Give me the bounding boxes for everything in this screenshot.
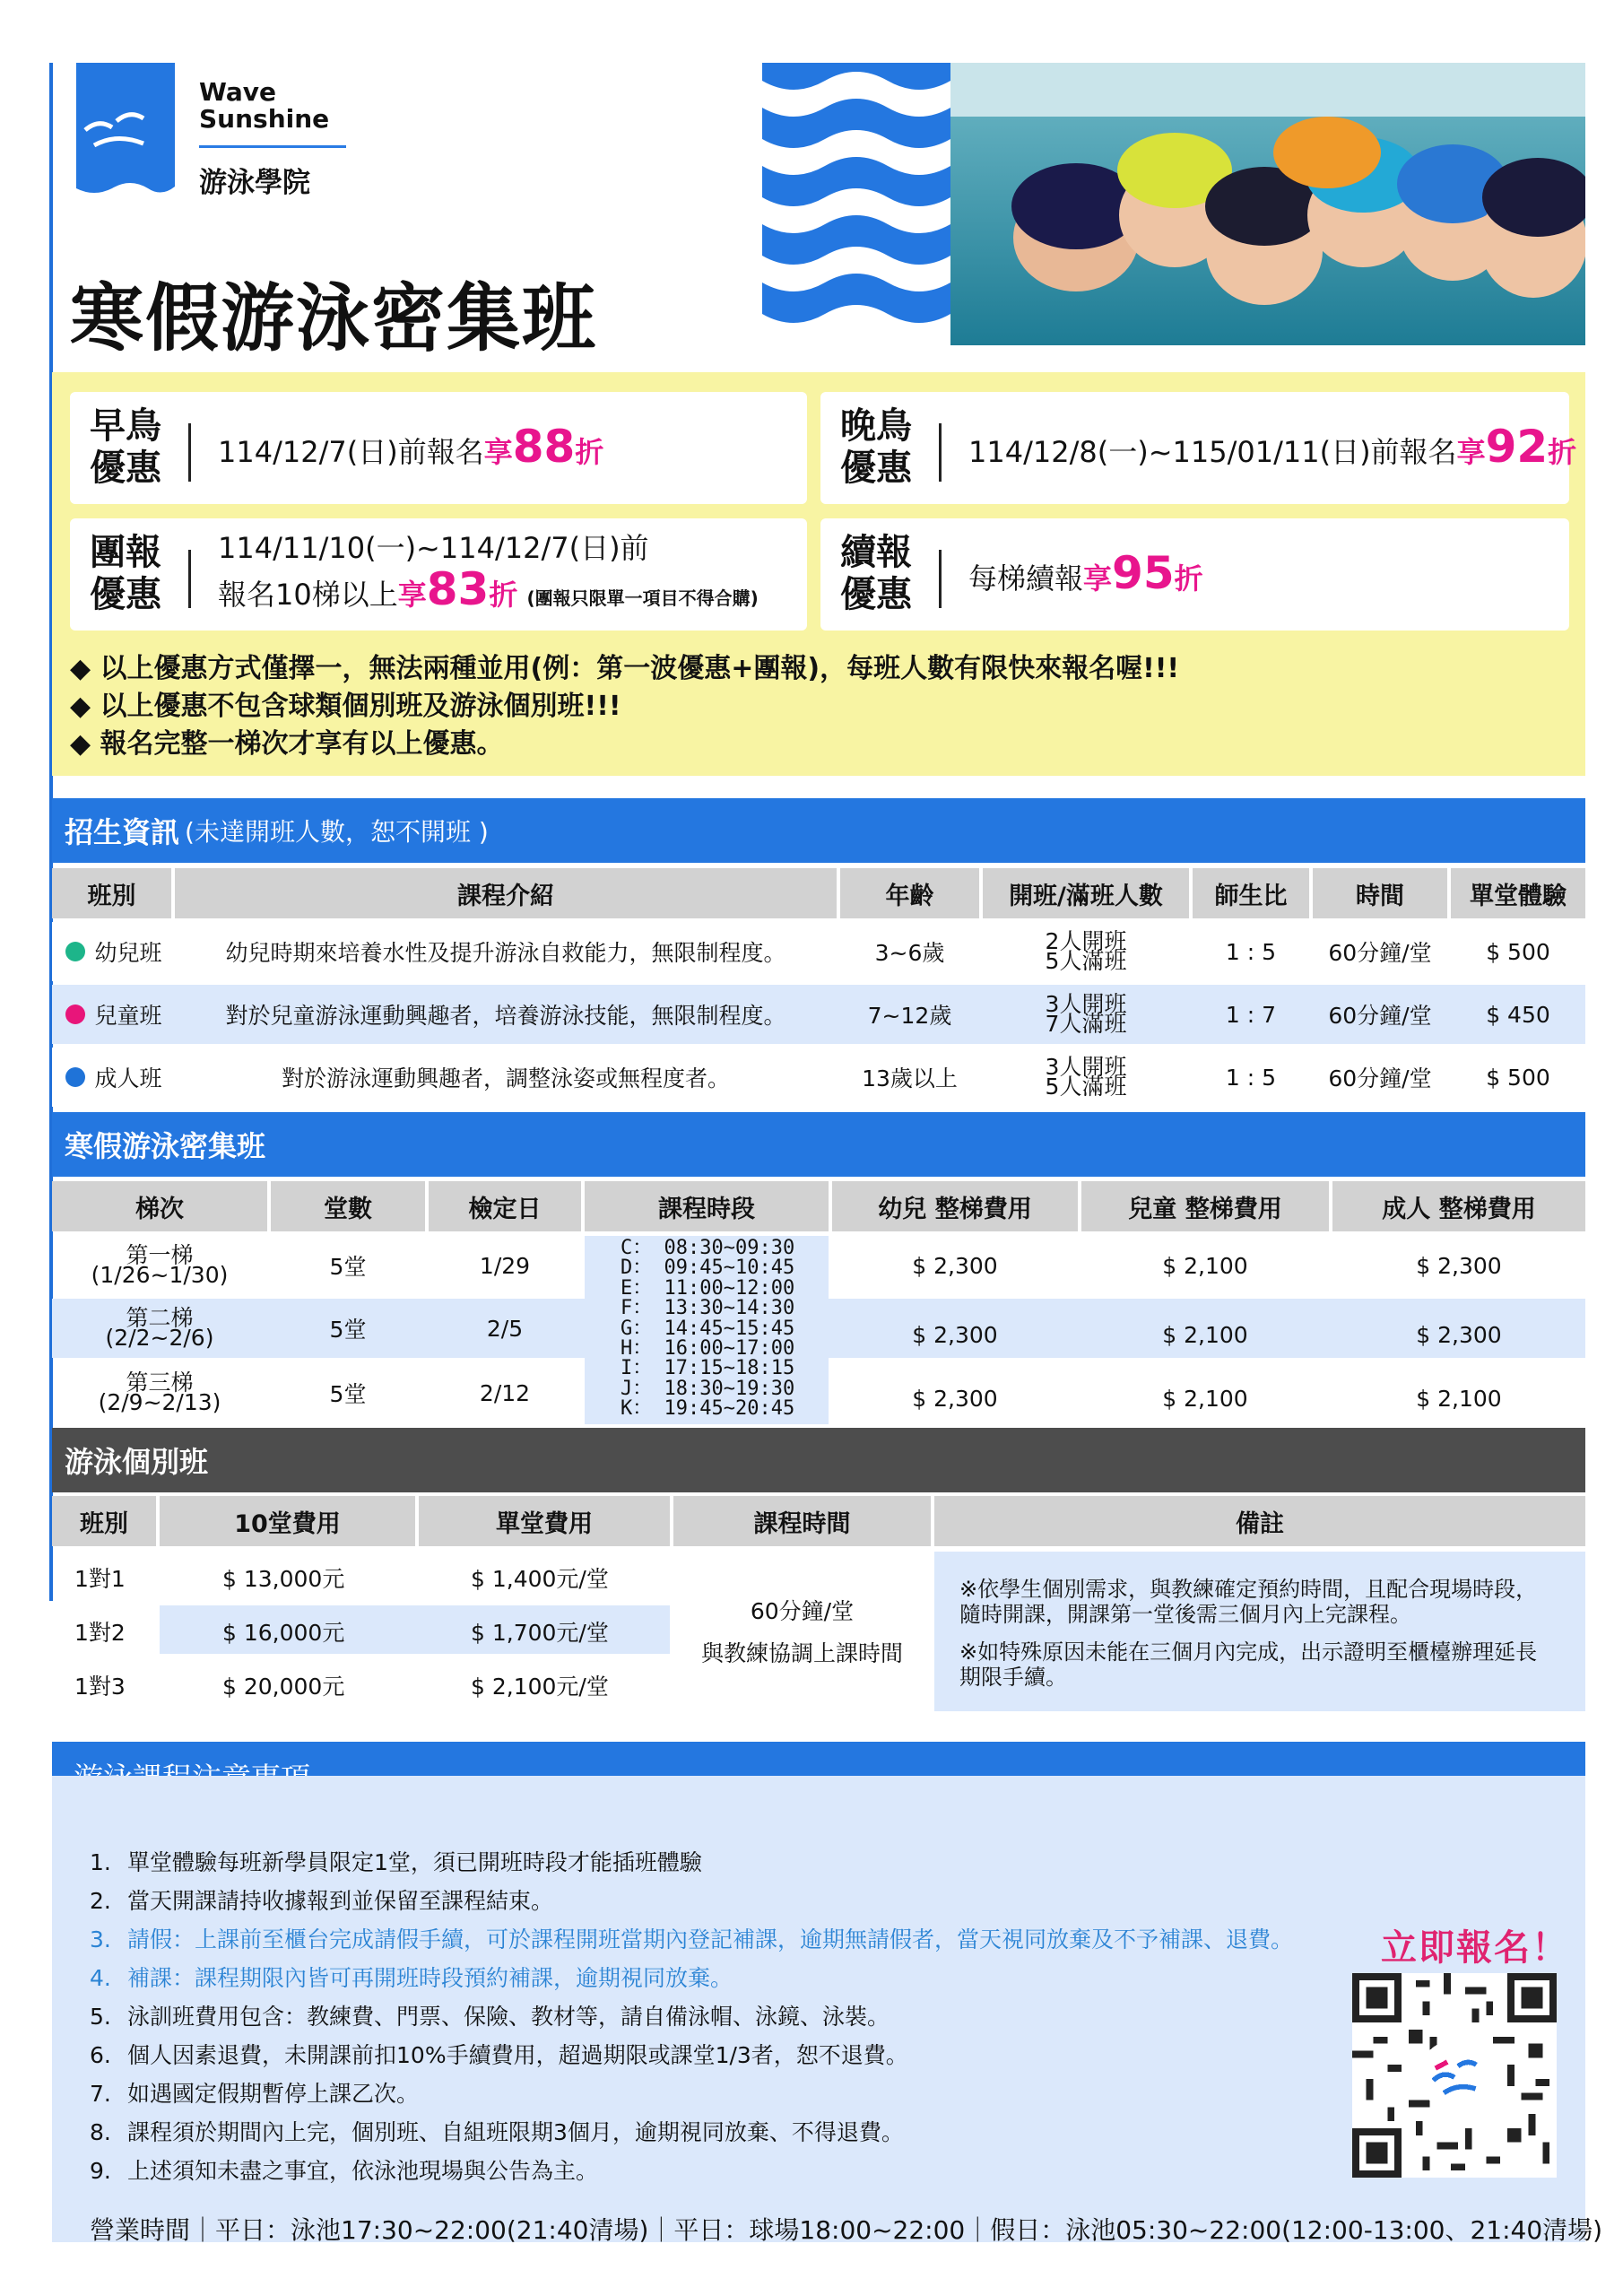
col-header: 堂數 [271, 1181, 425, 1231]
ratio-cell: 1 : 5 [1225, 938, 1277, 965]
note-item [90, 1961, 733, 1993]
promo-note-1: ◆ 以上優惠方式僅擇一，無法兩種並用(例：第一波優惠+團報)，每班人數有限快來報名喔!!! [70, 653, 1180, 684]
renew-label: 續報 優惠 [840, 532, 912, 615]
intensive-header [52, 1112, 1585, 1177]
adult-fee-cell: $ 2,300 [1416, 1252, 1502, 1279]
renew-condition: 每梯續報 [968, 561, 1084, 596]
open-count: 2人開班 [1045, 928, 1127, 954]
full-count: 5人滿班 [1045, 948, 1127, 974]
divider [188, 423, 191, 482]
term-cell [52, 1236, 267, 1295]
col-header: 10堂費用 [160, 1496, 415, 1546]
capacity-cell [983, 985, 1189, 1044]
note-item [90, 2153, 598, 2186]
sessions-cell: 5堂 [329, 1381, 367, 1407]
capacity-cell [983, 1048, 1189, 1107]
note-text: 當天開課請持收據報到並保留至課程結束。 [127, 1888, 554, 1914]
col-header: 班別 [52, 1496, 156, 1546]
kids-swimming-photo [950, 63, 1585, 345]
duration-cell: 60分鐘/堂 [750, 1598, 855, 1624]
col-header: 課程時間 [673, 1496, 931, 1546]
col-header: 年齡 [840, 868, 979, 918]
promo-note-2: ◆ 以上優惠不包含球類個別班及游泳個別班!!! [70, 691, 621, 722]
time-slot: H： 16:00~17:00 [621, 1337, 795, 1361]
toddler-fee-cell: $ 2,300 [912, 1252, 998, 1279]
page-title: 寒假游泳密集班 [70, 276, 598, 361]
brand-name-en: Wave Sunshine [199, 77, 330, 134]
time-slot: E： 11:00~12:00 [621, 1276, 795, 1300]
sessions-cell: 5堂 [329, 1317, 367, 1343]
time-slot: K： 19:45~20:45 [621, 1397, 795, 1421]
class-dot-icon [65, 942, 85, 961]
private-header [52, 1428, 1585, 1492]
late-bird-enjoy: 享 [1456, 435, 1486, 469]
note-number: 1. [90, 1849, 111, 1875]
note-text: 個人因素退費，未開課前扣10%手續費用，超過期限或課堂1/3者，恕不退費。 [127, 2042, 908, 2068]
col-header: 開班/滿班人數 [983, 868, 1189, 918]
time-slot: D： 09:45~10:45 [621, 1257, 795, 1280]
term-cell [52, 1361, 267, 1424]
class-name: 兒童班 [94, 1003, 162, 1029]
early-bird-text [218, 421, 604, 473]
late-bird-label: 晚鳥 優惠 [840, 405, 912, 489]
single-fee-cell: $ 1,700元/堂 [471, 1620, 609, 1646]
time-slot: F： 13:30~14:30 [621, 1297, 795, 1320]
col-header: 成人 整梯費用 [1332, 1181, 1585, 1231]
note-text: 請假：上課前至櫃台完成請假手續，可於課程開班當期內登記補課，逾期無請假者，當天視同放棄及不予補課、退費。 [127, 1926, 1294, 1952]
trial-cell: $ 450 [1486, 1001, 1550, 1028]
note-item [90, 1999, 890, 2031]
note-text: 單堂體驗每班新學員限定1堂，須已開班時段才能插班體驗 [127, 1849, 702, 1875]
intro-cell: 對於游泳運動興趣者，調整泳姿或無程度者。 [281, 1065, 730, 1091]
note-text: 如遇國定假期暫停上課乙次。 [127, 2081, 420, 2107]
note-number: 2. [90, 1888, 111, 1914]
group-note: (團報只限單一項目不得合購) [526, 587, 759, 609]
early-bird-enjoy: 享 [483, 435, 513, 469]
time-slot: G： 14:45~15:45 [621, 1317, 795, 1340]
intensive-title: 寒假游泳密集班 [65, 1129, 266, 1163]
divider [939, 423, 942, 482]
promo-note-3: ◆ 報名完整一梯次才享有以上優惠。 [70, 728, 504, 760]
child-fee-cell: $ 2,100 [1162, 1385, 1248, 1412]
divider [188, 550, 191, 608]
group-enjoy: 享 [397, 578, 427, 612]
time-cell: 60分鐘/堂 [1328, 1003, 1432, 1029]
note-number: 5. [90, 2004, 111, 2030]
note-number: 9. [90, 2158, 111, 2184]
early-bird-discount: 88 [512, 421, 576, 473]
full-count: 5人滿班 [1045, 1074, 1127, 1100]
intro-cell: 幼兒時期來培養水性及提升游泳自救能力，無限制程度。 [225, 940, 786, 966]
renew-card [820, 518, 1569, 631]
col-header: 備註 [934, 1496, 1585, 1546]
col-header: 單堂費用 [419, 1496, 670, 1546]
group-label: 團報 優惠 [90, 532, 161, 615]
register-now-label: 立即報名！ [1381, 1927, 1569, 1969]
group-line2 [218, 563, 759, 619]
time-cell: 60分鐘/堂 [1328, 940, 1432, 966]
toddler-fee-cell: $ 2,300 [912, 1321, 998, 1348]
early-bird-card [70, 392, 807, 504]
renew-text [968, 547, 1203, 599]
group-condition: 報名10梯以上 [218, 578, 398, 612]
type-cell: 1對2 [74, 1620, 126, 1646]
term-range: (1/26~1/30) [91, 1262, 229, 1288]
ten-fee-cell: $ 16,000元 [222, 1620, 345, 1646]
time-slots-cell [585, 1236, 829, 1424]
group-card [70, 518, 807, 631]
col-header: 課程介紹 [175, 868, 837, 918]
early-bird-unit: 折 [575, 435, 604, 469]
note-number: 7. [90, 2081, 111, 2107]
col-header: 師生比 [1193, 868, 1309, 918]
sessions-cell: 5堂 [329, 1254, 367, 1280]
intro-cell: 對於兒童游泳運動興趣者，培養游泳技能，無限制程度。 [225, 1003, 786, 1029]
term-name: 第三梯 [126, 1370, 194, 1396]
late-bird-text [968, 421, 1577, 473]
col-header: 時間 [1313, 868, 1447, 918]
type-cell: 1對1 [74, 1566, 126, 1592]
term-name: 第二梯 [126, 1305, 194, 1331]
group-unit: 折 [489, 578, 518, 612]
early-bird-date: 114/12/7(日)前報名 [218, 435, 484, 469]
remark-item: ※依學生個別需求，與教練確定預約時間，且配合現場時段， 隨時開課，開課第一堂後需三個月內上完課程。 [959, 1577, 1538, 1627]
private-title: 游泳個別班 [65, 1445, 209, 1479]
col-header: 兒童 整梯費用 [1081, 1181, 1329, 1231]
note-item [90, 2038, 908, 2070]
remark-item: ※如特殊原因未能在三個月內完成，出示證明至櫃檯辦理延長 期限手續。 [959, 1639, 1538, 1690]
wave-sunshine-logo-icon [76, 63, 175, 197]
note-item [90, 2115, 904, 2147]
late-bird-date: 114/12/8(一)~115/01/11(日)前報名 [968, 435, 1457, 469]
early-bird-label: 早鳥 優惠 [90, 405, 161, 489]
brand-name-zh: 游泳學院 [199, 167, 310, 199]
business-hours: 營業時間｜平日：泳池17:30~22:00(21:40清場)｜平日：球場18:00~22:00｜假日：泳池05:30~22:00(12:00-13:00、21:40清場) [90, 2215, 1603, 2245]
col-header: 梯次 [52, 1181, 267, 1231]
divider [939, 550, 942, 608]
open-count: 3人開班 [1045, 991, 1127, 1017]
note-item [90, 1883, 553, 1916]
child-fee-cell: $ 2,100 [1162, 1252, 1248, 1279]
child-fee-cell: $ 2,100 [1162, 1321, 1248, 1348]
time-slot: I： 17:15~18:15 [621, 1357, 795, 1380]
note-text: 補課：課程期限內皆可再開班時段預約補課，逾期視同放棄。 [127, 1965, 733, 1991]
adult-fee-cell: $ 2,100 [1416, 1385, 1502, 1412]
col-header: 課程時段 [585, 1181, 829, 1231]
note-text: 上述須知未盡之事宜，依泳池現場與公告為主。 [127, 2158, 599, 2184]
renew-discount: 95 [1112, 547, 1175, 599]
note-number: 4. [90, 1965, 111, 1991]
enroll-header [52, 798, 1585, 863]
col-header: 班別 [52, 868, 171, 918]
time-slot: C： 08:30~09:30 [621, 1237, 795, 1259]
late-bird-discount: 92 [1485, 421, 1549, 473]
remarks-cell [934, 1552, 1585, 1711]
col-header: 幼兒 整梯費用 [832, 1181, 1078, 1231]
time-cell: 60分鐘/堂 [1328, 1065, 1432, 1091]
capacity-cell [983, 922, 1189, 981]
enroll-subtitle: (未達開班人數，恕不開班 ) [185, 817, 489, 847]
class-cell [56, 922, 172, 981]
age-cell: 13歲以上 [862, 1065, 958, 1091]
class-cell [56, 1048, 172, 1107]
term-name: 第一梯 [126, 1242, 194, 1268]
schedule-cell: 與教練協調上課時間 [700, 1640, 903, 1666]
late-bird-unit: 折 [1548, 435, 1577, 469]
late-bird-card [820, 392, 1577, 504]
col-header: 檢定日 [429, 1181, 581, 1231]
note-text: 課程須於期間內上完，個別班、自組班限期3個月，逾期視同放棄、不得退費。 [127, 2119, 904, 2145]
single-fee-cell: $ 1,400元/堂 [471, 1566, 609, 1592]
ratio-cell: 1 : 7 [1225, 1001, 1277, 1028]
note-item [90, 1922, 1293, 1954]
class-name: 成人班 [94, 1065, 162, 1091]
single-fee-cell: $ 2,100元/堂 [471, 1674, 609, 1700]
class-dot-icon [65, 1067, 85, 1087]
ten-fee-cell: $ 13,000元 [222, 1566, 345, 1592]
brand-divider [199, 145, 346, 148]
col-header: 單堂體驗 [1451, 868, 1585, 918]
class-cell [56, 985, 172, 1044]
term-range: (2/2~2/6) [105, 1325, 214, 1351]
class-dot-icon [65, 1004, 85, 1024]
wave-pattern-graphic [762, 63, 950, 345]
term-range: (2/9~2/13) [98, 1389, 221, 1415]
note-item [90, 2076, 419, 2109]
renew-unit: 折 [1174, 561, 1203, 596]
age-cell: 3~6歲 [874, 940, 945, 966]
open-count: 3人開班 [1045, 1054, 1127, 1080]
exam-cell: 2/12 [479, 1379, 531, 1406]
note-number: 6. [90, 2042, 111, 2068]
type-cell: 1對3 [74, 1674, 126, 1700]
note-number: 8. [90, 2119, 111, 2145]
adult-fee-cell: $ 2,300 [1416, 1321, 1502, 1348]
group-discount: 83 [426, 563, 490, 615]
note-text: 泳訓班費用包含：教練費、門票、保險、教材等，請自備泳帽、泳鏡、泳裝。 [127, 2004, 890, 2030]
ratio-cell: 1 : 5 [1225, 1064, 1277, 1091]
time-slot: J： 18:30~19:30 [621, 1377, 795, 1400]
term-cell [52, 1299, 267, 1358]
trial-cell: $ 500 [1486, 938, 1550, 965]
ten-fee-cell: $ 20,000元 [222, 1674, 345, 1700]
exam-cell: 2/5 [486, 1315, 524, 1342]
age-cell: 7~12歲 [867, 1003, 952, 1029]
enroll-title: 招生資訊 [65, 815, 180, 849]
renew-enjoy: 享 [1083, 561, 1113, 596]
exam-cell: 1/29 [479, 1252, 531, 1279]
note-item [90, 1845, 702, 1877]
note-number: 3. [90, 1926, 111, 1952]
trial-cell: $ 500 [1486, 1064, 1550, 1091]
class-name: 幼兒班 [94, 940, 162, 966]
registration-qr-code-icon[interactable] [1352, 1973, 1557, 2178]
group-line1: 114/11/10(一)~114/12/7(日)前 [218, 531, 649, 565]
toddler-fee-cell: $ 2,300 [912, 1385, 998, 1412]
full-count: 7人滿班 [1045, 1011, 1127, 1037]
